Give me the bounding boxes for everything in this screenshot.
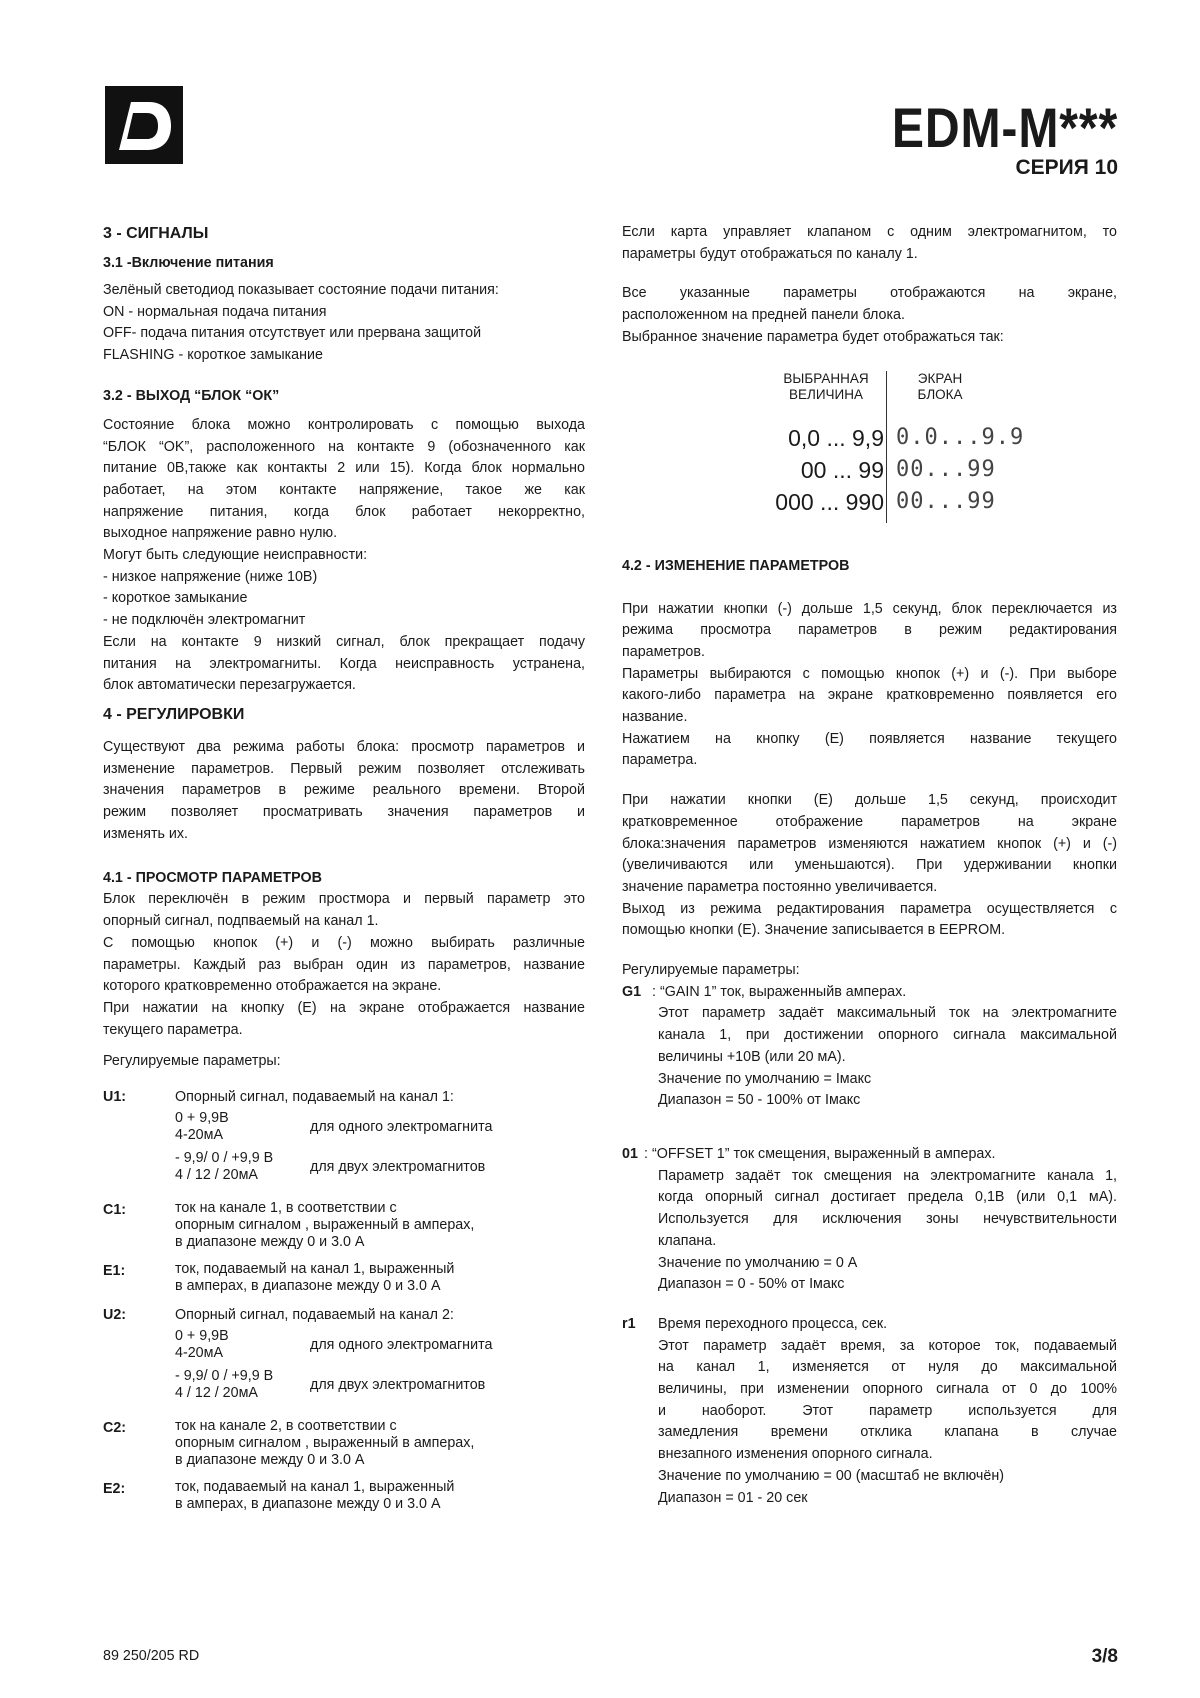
param-head: : “OFFSET 1” ток смещения, выраженный в амперах.: [644, 1145, 996, 1162]
text-line: питание 0В,также как контакты 2 или 15). Когда блок нормально: [103, 460, 585, 477]
section-3-1-text: [103, 280, 585, 367]
param-text: в диапазоне между 0 и 3.0 А: [175, 1234, 365, 1251]
text-line: опорный сигнал, подпваемый на канал 1.: [103, 913, 379, 930]
text-line: ON - нормальная подача питания: [103, 303, 327, 320]
param-u2: [103, 1305, 585, 1408]
param-text: опорным сигналом , выраженный в амперах,: [175, 1217, 475, 1234]
option-value: 4 / 12 / 20мА: [175, 1167, 258, 1184]
param-key: C1:: [103, 1202, 127, 1219]
option-value: - 9,9/ 0 / +9,9 В: [175, 1368, 274, 1385]
adjustable-params-label: Регулируемые параметры:: [103, 1053, 281, 1070]
section-4-text: [103, 737, 585, 846]
text-line: При нажатии кнопки (E) дольше 1,5 секунд, происходит: [622, 792, 1117, 809]
text-line: “БЛОК “OK”, расположенного на контакте 9 (обозначенного как: [103, 438, 585, 455]
text-line: Нажатием на кнопку (E) появляется название текущего: [622, 730, 1117, 747]
param-c2: [103, 1418, 585, 1469]
section-4-2-title: 4.2 - ИЗМЕНЕНИЕ ПАРАМЕТРОВ: [622, 557, 850, 574]
section-4-1-title: 4.1 - ПРОСМОТР ПАРАМЕТРОВ: [103, 870, 322, 887]
text-line: напряжение питания, когда блок работает некорректно,: [103, 503, 585, 520]
table-value: 00 ... 99: [800, 456, 884, 483]
text-line: Значение по умолчанию = Iмакс: [658, 1070, 872, 1087]
text-line: параметры будут отображаться по каналу 1.: [622, 245, 918, 262]
text-line: - короткое замыкание: [103, 590, 248, 607]
text-line: Этот параметр задаёт максимальный ток на электромагните: [658, 1005, 1117, 1022]
text-line: когда опорный сигнал достигает предела 0,1В (или 0,1 мА).: [658, 1189, 1117, 1206]
param-e1: [103, 1261, 585, 1295]
param-text: ток, подаваемый на канал 1, выраженный: [175, 1261, 455, 1278]
text-line: Блок переключён в режим простмора и первый параметр это: [103, 891, 585, 908]
text-line: которого кратковременно отображается на экране.: [103, 978, 442, 995]
option-value: - 9,9/ 0 / +9,9 В: [175, 1150, 274, 1167]
header-line: ВЕЛИЧИНА: [788, 386, 864, 402]
text-line: изменять их.: [103, 825, 189, 842]
param-text: ток на канале 1, в соответствии с: [175, 1200, 397, 1217]
table-value: 000 ... 990: [775, 488, 884, 515]
header-line: ВЫБРАННАЯ: [783, 370, 869, 386]
param-key: E1:: [103, 1263, 126, 1280]
text-line: блока:значения параметров изменяются нажатием кнопок (+) и (-): [622, 835, 1117, 852]
intro-text: [622, 222, 1117, 265]
param-g1: [622, 982, 1117, 1112]
text-line: название.: [622, 709, 688, 726]
param-text: Опорный сигнал, подаваемый на канал 2:: [175, 1307, 454, 1324]
text-line: При нажатии на кнопку (E) на экране отображается название: [103, 999, 585, 1016]
text-line: Существуют два режима работы блока: просмотр параметров и: [103, 738, 585, 755]
section-3-2-text: [103, 415, 585, 697]
table-display: 0.0...9.9: [896, 424, 1025, 450]
section-3-2-title: 3.2 - ВЫХОД “БЛОК “ОК”: [103, 387, 280, 404]
table-display: 00...99: [896, 488, 996, 514]
param-key: G1: [622, 983, 642, 1000]
text-line: Если на контакте 9 низкий сигнал, блок прекращает подачу: [103, 633, 585, 650]
text-line: Могут быть следующие неисправности:: [103, 547, 368, 564]
param-text: опорным сигналом , выраженный в амперах,: [175, 1435, 475, 1452]
param-01: [622, 1144, 1117, 1296]
text-line: на канал 1, изменяется от нуля до максимальной: [658, 1359, 1117, 1376]
section-4-2-text-2: [622, 790, 1117, 942]
section-4-title: 4 - РЕГУЛИРОВКИ: [103, 705, 245, 723]
text-line: величины +10В (или 20 мА).: [658, 1048, 846, 1065]
intro2-text: [622, 283, 1117, 348]
param-key: U1:: [103, 1089, 127, 1106]
text-line: - низкое напряжение (ниже 10В): [103, 568, 318, 585]
table-display: 00...99: [896, 456, 996, 482]
text-line: параметры. Каждый раз выбран один из параметров, название: [103, 956, 585, 973]
text-line: параметров.: [622, 643, 705, 660]
text-line: Используется для исключения зоны нечувствительности: [658, 1211, 1117, 1228]
text-line: режим позволяет просматривать значения параметров и: [103, 804, 585, 821]
text-line: (увеличиваются или уменьшаются). При удерживании кнопки: [622, 857, 1117, 874]
param-text: ток на канале 2, в соответствии с: [175, 1418, 397, 1435]
series-label: СЕРИЯ 10: [1015, 156, 1118, 179]
option-desc: для двух электромагнитов: [310, 1376, 486, 1393]
text-line: Выход из режима редактирования параметра осуществляется с: [622, 900, 1117, 917]
section-4-2-text: [622, 599, 1117, 773]
text-line: Диапазон = 0 - 50% от Iмакс: [658, 1276, 845, 1293]
param-head: Время переходного процесса, сек.: [658, 1315, 888, 1332]
text-line: изменение параметров. Первый режим позволяет отслеживать: [103, 760, 585, 777]
option-value: 4-20мА: [175, 1127, 223, 1144]
text-line: Выбранное значение параметра будет отображаться так:: [622, 328, 1004, 345]
option-value: 0 + 9,9В: [175, 1110, 229, 1127]
text-line: кратковременное отображение параметров на экране: [622, 813, 1117, 830]
text-line: параметра.: [622, 752, 698, 769]
text-line: величины, при изменении опорного сигнала от 0 до 100%: [658, 1381, 1117, 1398]
text-line: Этот параметр задаёт время, за которое ток, подаваемый: [658, 1337, 1117, 1354]
option-value: 4-20мА: [175, 1345, 223, 1362]
text-line: значения параметров в режиме реального времени. Второй: [103, 782, 585, 799]
duplomatic-logo: [105, 86, 183, 164]
param-text: в амперах, в диапазоне между 0 и 3.0 А: [175, 1278, 441, 1295]
param-option: [175, 1328, 585, 1362]
option-desc: для одного электромагнита: [310, 1118, 493, 1135]
param-option: [175, 1150, 585, 1184]
param-key: 01: [622, 1145, 638, 1162]
text-line: питания на электромагниты. Когда неисправность устранена,: [103, 655, 585, 672]
text-line: помощью кнопки (E). Значение записывается в EEPROM.: [622, 922, 1006, 939]
text-line: внезапного изменения опорного сигнала.: [658, 1446, 933, 1463]
header-line: ЭКРАН: [917, 370, 963, 386]
text-line: Состояние блока можно контролировать с помощью выхода: [103, 416, 585, 433]
text-line: режима просмотра параметров в режим редактирования: [622, 622, 1117, 639]
text-line: значение параметра постоянно увеличивается.: [622, 878, 938, 895]
option-value: 4 / 12 / 20мА: [175, 1385, 258, 1402]
text-line: Все указанные параметры отображаются на экране,: [622, 285, 1117, 302]
text-line: блок автоматически перезагружается.: [103, 677, 356, 694]
option-desc: для двух электромагнитов: [310, 1158, 486, 1175]
text-line: С помощью кнопок (+) и (-) можно выбирать различные: [103, 934, 585, 951]
text-line: замедления времени отклика клапана в случае: [658, 1424, 1117, 1441]
param-key: E2:: [103, 1481, 126, 1498]
left-column: [103, 222, 585, 1523]
text-line: Параметры выбираются с помощью кнопок (+) и (-). При выборе: [622, 665, 1117, 682]
adjustable-params-label: Регулируемые параметры:: [622, 962, 800, 979]
param-key: r1: [622, 1315, 636, 1332]
section-3-1-title: 3.1 -Включение питания: [103, 255, 274, 271]
text-line: Если карта управляет клапаном с одним электромагнитом, то: [622, 224, 1117, 240]
param-text: в амперах, в диапазоне между 0 и 3.0 А: [175, 1496, 441, 1513]
text-line: Параметр задаёт ток смещения на электромагните канала 1,: [658, 1167, 1117, 1184]
text-line: клапана.: [658, 1232, 717, 1249]
param-text: Опорный сигнал, подаваемый на канал 1:: [175, 1089, 454, 1106]
text-line: Зелёный светодиод показывает состояние подачи питания:: [103, 282, 499, 298]
table-header-display: [892, 371, 988, 403]
document-code: 89 250/205 RD: [103, 1648, 200, 1664]
header-line: БЛОКА: [917, 386, 963, 402]
text-line: Диапазон = 01 - 20 сек: [658, 1489, 808, 1506]
document-title: EDM-M***: [891, 96, 1118, 159]
table-divider: [886, 371, 887, 523]
param-c1: [103, 1200, 585, 1251]
text-line: работает, на этом контакте напряжение, такое же как: [103, 481, 585, 498]
param-e2: [103, 1479, 585, 1513]
text-line: Значение по умолчанию = 00 (масштаб не включён): [658, 1467, 1004, 1484]
param-key: C2:: [103, 1420, 127, 1437]
text-line: текущего параметра.: [103, 1021, 243, 1038]
param-key: U2:: [103, 1307, 127, 1324]
option-desc: для одного электромагнита: [310, 1336, 493, 1353]
text-line: и наоборот. Этот параметр используется для: [658, 1402, 1117, 1419]
text-line: расположенном на предней панели блока.: [622, 307, 905, 324]
text-line: Значение по умолчанию = 0 А: [658, 1254, 858, 1271]
section-4-1-text: [103, 889, 585, 1041]
param-text: в диапазоне между 0 и 3.0 А: [175, 1452, 365, 1469]
param-option: [175, 1368, 585, 1402]
param-text: ток, подаваемый на канал 1, выраженный: [175, 1479, 455, 1496]
right-column: [622, 222, 1117, 1509]
display-table: [770, 370, 1025, 533]
param-option: [175, 1110, 585, 1144]
text-line: При нажатии кнопки (-) дольше 1,5 секунд, блок переключается из: [622, 600, 1117, 617]
text-line: - не подключён электромагнит: [103, 612, 306, 629]
param-head: : “GAIN 1” ток, выраженныйв амперах.: [652, 983, 907, 1000]
text-line: FLASHING - короткое замыкание: [103, 347, 323, 364]
text-line: какого-либо параметра на экране кратковременно появляется его: [622, 687, 1117, 704]
text-line: выходное напряжение равно нулю.: [103, 525, 338, 542]
text-line: Диапазон = 50 - 100% от Iмакс: [658, 1092, 861, 1109]
param-r1: [622, 1314, 1117, 1509]
table-header-value: [770, 371, 882, 403]
table-value: 0,0 ... 9,9: [788, 424, 884, 451]
page-number: 3/8: [1091, 1646, 1118, 1667]
section-3-title: 3 - СИГНАЛЫ: [103, 225, 209, 242]
param-u1: [103, 1087, 585, 1190]
option-value: 0 + 9,9В: [175, 1328, 229, 1345]
text-line: канала 1, при достижении опорного сигнала максимальной: [658, 1027, 1117, 1044]
text-line: OFF- подача питания отсутствует или прервана защитой: [103, 325, 482, 342]
